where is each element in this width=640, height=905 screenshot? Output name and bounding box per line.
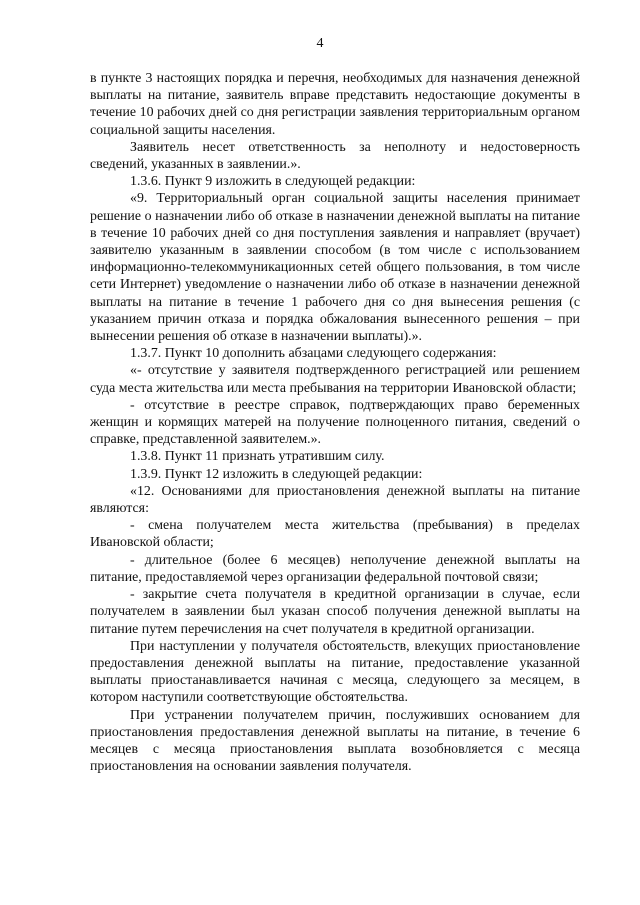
paragraph-no-certificate: - отсутствие в реестре справок, подтверждающих право беременных женщин и кормящих матерей на получение полноценного питания, сведений о справке, представленной заявителем.». [90,397,580,448]
paragraph-point-12: «12. Основаниями для приостановления денежной выплаты на питание являются: [90,483,580,517]
paragraph-point-9: «9. Территориальный орган социальной защиты населения принимает решение о назначении либо об отказе в назначении денежной выплаты на питание в течение 10 рабочих дней со дня поступления заявления и направляет (вручает) заявителю указанным в заявлении способом (в том числе с использованием информационно-телекоммуникационных сетей общего пользования, в том числе сети Интернет) уведомление о назначении либо об отказе в назначении денежной выплаты на питание в течение 1 рабочего дня со дня вынесения решения (с указанием причин отказа и порядка обжалования вынесенного решения – при вынесении решения об отказе в назначении выплаты).». [90,191,580,345]
paragraph-non-receipt: - длительное (более 6 месяцев) неполучение денежной выплаты на питание, предоставляемой через организации федеральной почтовой связи; [90,552,580,585]
paragraph-item-1-3-9: 1.3.9. Пункт 12 изложить в следующей редакции: [130,466,423,482]
paragraph-suspension: При наступлении у получателя обстоятельств, влекущих приостановление предоставления денежной выплаты на питание, предоставление указанной выплаты приостанавливается начиная с месяца, следующего за месяцем, в котором наступили соответствующие обстоятельства. [90,638,580,706]
paragraph-item-1-3-6: 1.3.6. Пункт 9 изложить в следующей редакции: [130,174,416,190]
page-number: 4 [316,36,324,51]
paragraph-no-registration: «- отсутствие у заявителя подтвержденного регистрацией или решением суда места жительства или места пребывания на территории Ивановской области; [90,363,580,396]
paragraph-continuation: в пункте 3 настоящих порядка и перечня, необходимых для назначения денежной выплаты на питание, заявитель вправе представить недостающие документы в течение 10 рабочих дней со дня регистрации заявления территориальным органом социальной защиты населения. [90,71,580,138]
paragraph-resumption: При устранении получателем причин, послуживших основанием для приостановления предоставления денежной выплаты на питание, в течение 6 месяцев с месяца приостановления выплата возобновляется с месяца приостановления на основании заявления получателя. [90,707,580,775]
paragraph-responsibility: Заявитель несет ответственность за неполноту и недостоверность сведений, указанных в заявлении.». [90,139,580,173]
paragraph-item-1-3-7: 1.3.7. Пункт 10 дополнить абзацами следующего содержания: [130,346,497,362]
paragraph-change-residence: - смена получателем места жительства (пребывания) в пределах Ивановской области; [90,518,580,551]
paragraph-item-1-3-8: 1.3.8. Пункт 11 признать утратившим силу. [130,449,385,465]
document-body [90,70,580,775]
paragraph-account-closure: - закрытие счета получателя в кредитной организации в случае, если получателем в заявлении был указан способ получения денежной выплаты на питание путем перечисления на счет получателя в кредитной организации. [90,587,580,637]
